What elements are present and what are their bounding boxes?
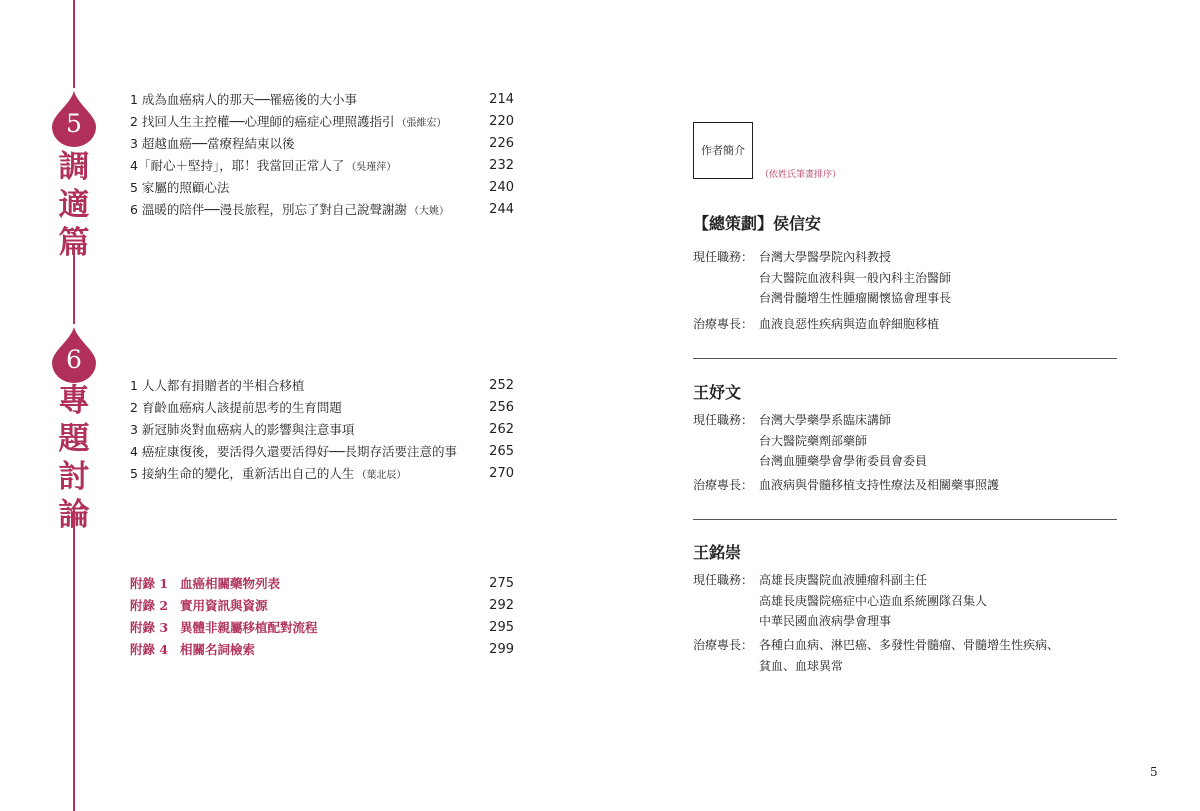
toc-list (130, 375, 514, 485)
appendix-entry[interactable]: 附錄 1 血癌相關藥物列表 275 (130, 573, 514, 595)
toc-entry[interactable]: 1 成為血癌病人的那天──罹癌後的大小事 214 (130, 89, 514, 111)
toc-entry[interactable]: 2 找回人生主控權──心理師的癌症心理照護指引 （張維宏） 220 (130, 111, 514, 133)
toc-entry[interactable]: 2 育齡血癌病人該提前思考的生育問題 256 (130, 397, 514, 419)
page-ref: 226 (489, 136, 514, 151)
toc-entry[interactable]: 3 新冠肺炎對血癌病人的影響與注意事項 262 (130, 419, 514, 441)
toc-entry[interactable]: 4 癌症康復後，要活得久還要活得好──長期存活要注意的事 265 (130, 441, 514, 463)
section-title: 調 適 篇 (58, 149, 90, 261)
toc-list (130, 89, 514, 221)
page-ref: 252 (489, 378, 514, 393)
appendix-list (130, 573, 514, 661)
section-title: 專 題 討 論 (58, 383, 90, 533)
page-ref: 275 (489, 576, 514, 591)
authors-order-note: （依姓氏筆畫排序） (760, 170, 842, 180)
section-number: 6 (66, 345, 82, 374)
toc-entry[interactable]: 5 接納生命的變化，重新活出自己的人生 （葉北辰） 270 (130, 463, 514, 485)
appendix-entry[interactable]: 附錄 3 異體非親屬移植配對流程 295 (130, 617, 514, 639)
page-ref: 232 (489, 158, 514, 173)
author-name: 王銘崇 (693, 543, 742, 562)
toc-entry[interactable]: 4「耐心＋堅持」，耶！我當回正常人了 （吳瑾萍） 232 (130, 155, 514, 177)
page-ref: 220 (489, 114, 514, 129)
divider (73, 506, 75, 811)
divider (693, 358, 1117, 359)
toc-entry[interactable]: 1 人人都有捐贈者的半相合移植 252 (130, 375, 514, 397)
page-ref: 265 (489, 444, 514, 459)
page-ref: 299 (489, 642, 514, 657)
section-number-badge (52, 91, 96, 147)
page-ref: 270 (489, 466, 514, 481)
author-name: 【總策劃】侯信安 (693, 214, 822, 233)
divider (693, 519, 1117, 520)
page-ref: 292 (489, 598, 514, 613)
author-name: 王妤文 (693, 383, 742, 402)
section-number: 5 (66, 109, 82, 138)
toc-entry[interactable]: 3 超越血癌──當療程結束以後 226 (130, 133, 514, 155)
section-number-badge (52, 327, 96, 383)
page-ref: 244 (489, 202, 514, 217)
page-ref: 214 (489, 92, 514, 107)
appendix-entry[interactable]: 附錄 4 相關名詞檢索 299 (130, 639, 514, 661)
toc-entry[interactable]: 6 溫暖的陪伴──漫長旅程，別忘了對自己說聲謝謝 （大姚） 244 (130, 199, 514, 221)
page-ref: 256 (489, 400, 514, 415)
authors-heading-box: 作者簡介 (693, 122, 753, 179)
appendix-entry[interactable]: 附錄 2 實用資訊與資源 292 (130, 595, 514, 617)
divider (73, 0, 75, 88)
page-ref: 240 (489, 180, 514, 195)
page-number: 5 (1150, 765, 1158, 779)
page-ref: 295 (489, 620, 514, 635)
page-ref: 262 (489, 422, 514, 437)
toc-entry[interactable]: 5 家屬的照顧心法 240 (130, 177, 514, 199)
